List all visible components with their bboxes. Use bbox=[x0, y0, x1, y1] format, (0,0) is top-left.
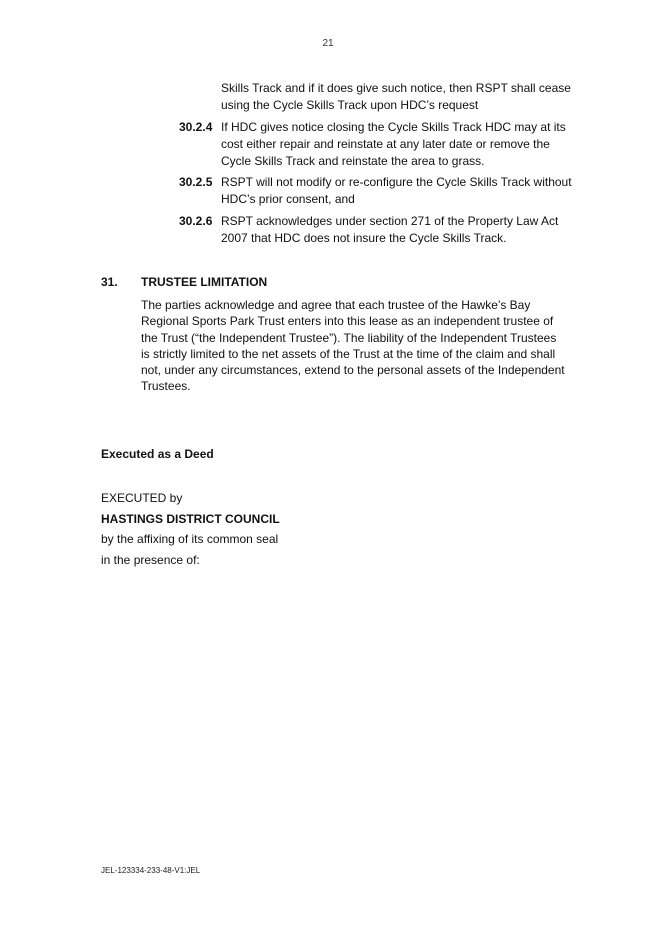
subclause-30-2-4 bbox=[179, 119, 579, 170]
section-title: TRUSTEE LIMITATION bbox=[141, 275, 268, 289]
clause-30-2-3-continuation: Skills Track and if it does give such notice, then RSPT shall cease using the Cycle Skills Track upon HDC’s request bbox=[221, 81, 571, 112]
section-31-heading bbox=[101, 275, 267, 289]
party-name: HASTINGS DISTRICT COUNCIL bbox=[101, 511, 280, 526]
subclause-text: RSPT acknowledges under section 271 of the Property Law Act 2007 that HDC does not insure the Cycle Skills Track. bbox=[221, 214, 559, 245]
subclause-number: 30.2.5 bbox=[179, 175, 213, 189]
subclause-number: 30.2.6 bbox=[179, 214, 213, 228]
executed-as-deed-heading: Executed as a Deed bbox=[101, 447, 214, 461]
subclause-30-2-6 bbox=[179, 213, 579, 247]
subclause-text: RSPT will not modify or re-configure the Cycle Skills Track without HDC’s prior consent, and bbox=[221, 175, 572, 206]
document-reference-footer: JEL-123334-233-48-V1:JEL bbox=[101, 866, 201, 875]
subclause-30-2-5 bbox=[179, 174, 579, 208]
executed-by-line: EXECUTED by bbox=[101, 491, 183, 505]
subclause-number: 30.2.4 bbox=[179, 120, 213, 134]
section-number: 31. bbox=[101, 275, 118, 289]
page-number: 21 bbox=[322, 38, 334, 49]
execution-block bbox=[101, 488, 280, 570]
section-31-body: The parties acknowledge and agree that each trustee of the Hawke’s Bay Regional Sports Park Trust enters into this lease as an independent trustee of the Trust (“the Independent Trustee”). The liability of the Independent Trustees is strictly limited to the net assets of the Trust at the time of the claim and shall not, under any circumstances, extend to the personal assets of the Independent Trustees. bbox=[141, 298, 565, 394]
subclause-text: If HDC gives notice closing the Cycle Skills Track HDC may at its cost either repair and reinstate at any later date or remove the Cycle Skills Track and reinstate the area to grass. bbox=[221, 120, 566, 168]
presence-line: in the presence of: bbox=[101, 552, 200, 567]
common-seal-line: by the affixing of its common seal bbox=[101, 532, 279, 546]
